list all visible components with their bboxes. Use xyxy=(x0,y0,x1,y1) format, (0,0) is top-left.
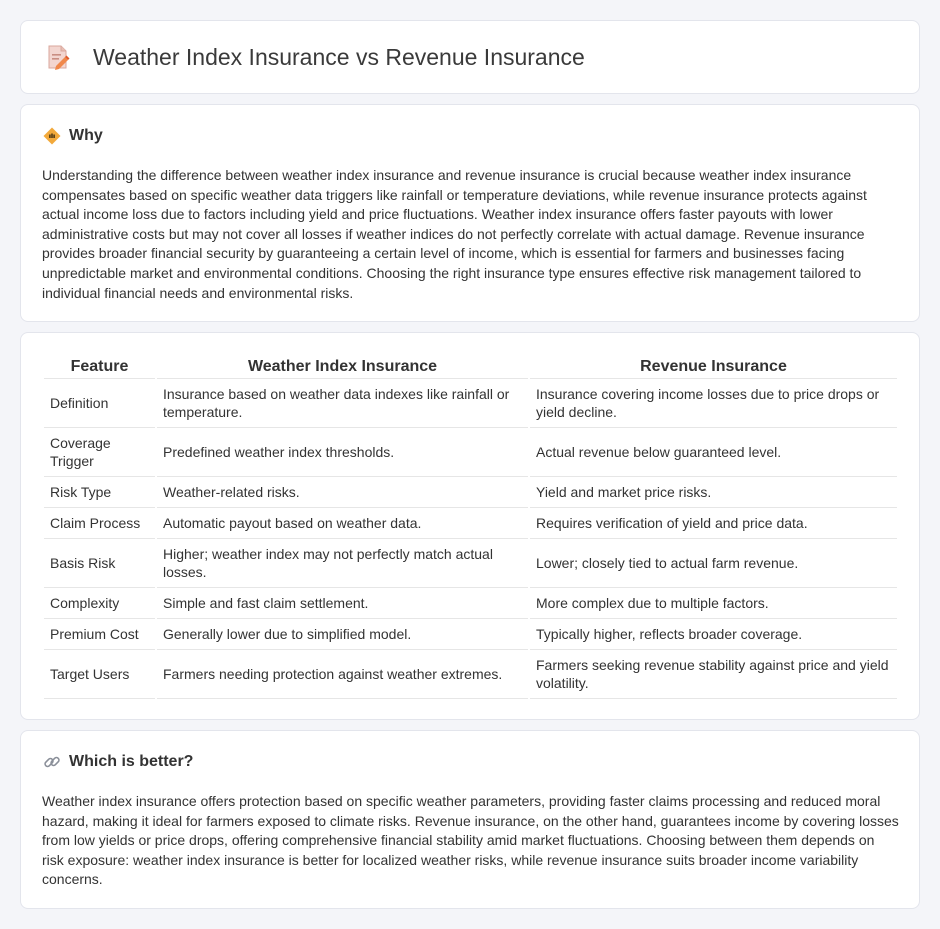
revenue-cell: Insurance covering income losses due to price drops or yield decline. xyxy=(530,379,897,428)
table-row xyxy=(44,650,897,699)
header-weather-index: Weather Index Insurance xyxy=(157,353,528,379)
header-card xyxy=(20,20,920,94)
better-heading xyxy=(43,753,193,771)
weather-cell: Predefined weather index thresholds. xyxy=(157,428,528,477)
table-row xyxy=(44,379,897,428)
table-row xyxy=(44,428,897,477)
weather-cell: Simple and fast claim settlement. xyxy=(157,588,528,619)
revenue-cell: Lower; closely tied to actual farm revenue. xyxy=(530,539,897,588)
feature-cell: Coverage Trigger xyxy=(44,428,155,477)
revenue-cell: Typically higher, reflects broader coverage. xyxy=(530,619,897,650)
feature-cell: Risk Type xyxy=(44,477,155,508)
why-title: Why xyxy=(69,127,103,144)
revenue-cell: Yield and market price risks. xyxy=(530,477,897,508)
table-header-row xyxy=(44,353,897,379)
weather-cell: Higher; weather index may not perfectly match actual losses. xyxy=(157,539,528,588)
title-row xyxy=(45,43,585,71)
table-row xyxy=(44,619,897,650)
table-row xyxy=(44,539,897,588)
comparison-table xyxy=(42,353,899,699)
diamond-sign-icon xyxy=(43,127,61,145)
feature-cell: Complexity xyxy=(44,588,155,619)
better-text: Weather index insurance offers protection based on specific weather parameters, providing faster claims processing and reduced moral hazard, making it ideal for farmers exposed to climate risks. Revenue insurance, on the other hand, guarantees income by covering losses from low yields or price drops, offering comprehensive financial stability amid market fluctuations. Choosing between them depends on risk exposure: weather index insurance is better for localized weather risks, while revenue insurance suits broader income variability concerns. xyxy=(42,793,899,888)
feature-cell: Target Users xyxy=(44,650,155,699)
table-row xyxy=(44,588,897,619)
table-row xyxy=(44,508,897,539)
why-card xyxy=(20,104,920,322)
why-heading xyxy=(43,127,103,145)
why-text: Understanding the difference between weather index insurance and revenue insurance is crucial because weather index insurance compensates based on specific weather data triggers like rainfall or temperature deviations, while revenue insurance protects against actual income loss due to factors including yield and price fluctuations. Weather index insurance offers faster payouts with lower administrative costs but may not cover all losses if weather indices do not perfectly correlate with actual damage. Revenue insurance provides broader financial security by guaranteeing a certain level of income, which is essential for farmers and businesses facing unpredictable market and environmental conditions. Choosing the right insurance type ensures effective risk management tailored to individual financial needs and environmental risks. xyxy=(42,167,867,301)
revenue-cell: Requires verification of yield and price data. xyxy=(530,508,897,539)
table-row xyxy=(44,477,897,508)
revenue-cell: Actual revenue below guaranteed level. xyxy=(530,428,897,477)
document-pencil-icon xyxy=(45,43,71,71)
link-icon xyxy=(43,753,61,771)
weather-cell: Insurance based on weather data indexes like rainfall or temperature. xyxy=(157,379,528,428)
better-title: Which is better? xyxy=(69,753,194,770)
page-title: Weather Index Insurance vs Revenue Insurance xyxy=(93,43,585,70)
revenue-cell: Farmers seeking revenue stability against price and yield volatility. xyxy=(530,650,897,699)
header-revenue: Revenue Insurance xyxy=(530,353,897,379)
weather-cell: Generally lower due to simplified model. xyxy=(157,619,528,650)
weather-cell: Automatic payout based on weather data. xyxy=(157,508,528,539)
weather-cell: Weather-related risks. xyxy=(157,477,528,508)
better-card xyxy=(20,730,920,909)
header-feature: Feature xyxy=(44,353,155,379)
comparison-card xyxy=(20,332,920,720)
feature-cell: Basis Risk xyxy=(44,539,155,588)
feature-cell: Definition xyxy=(44,379,155,428)
revenue-cell: More complex due to multiple factors. xyxy=(530,588,897,619)
feature-cell: Claim Process xyxy=(44,508,155,539)
feature-cell: Premium Cost xyxy=(44,619,155,650)
weather-cell: Farmers needing protection against weather extremes. xyxy=(157,650,528,699)
